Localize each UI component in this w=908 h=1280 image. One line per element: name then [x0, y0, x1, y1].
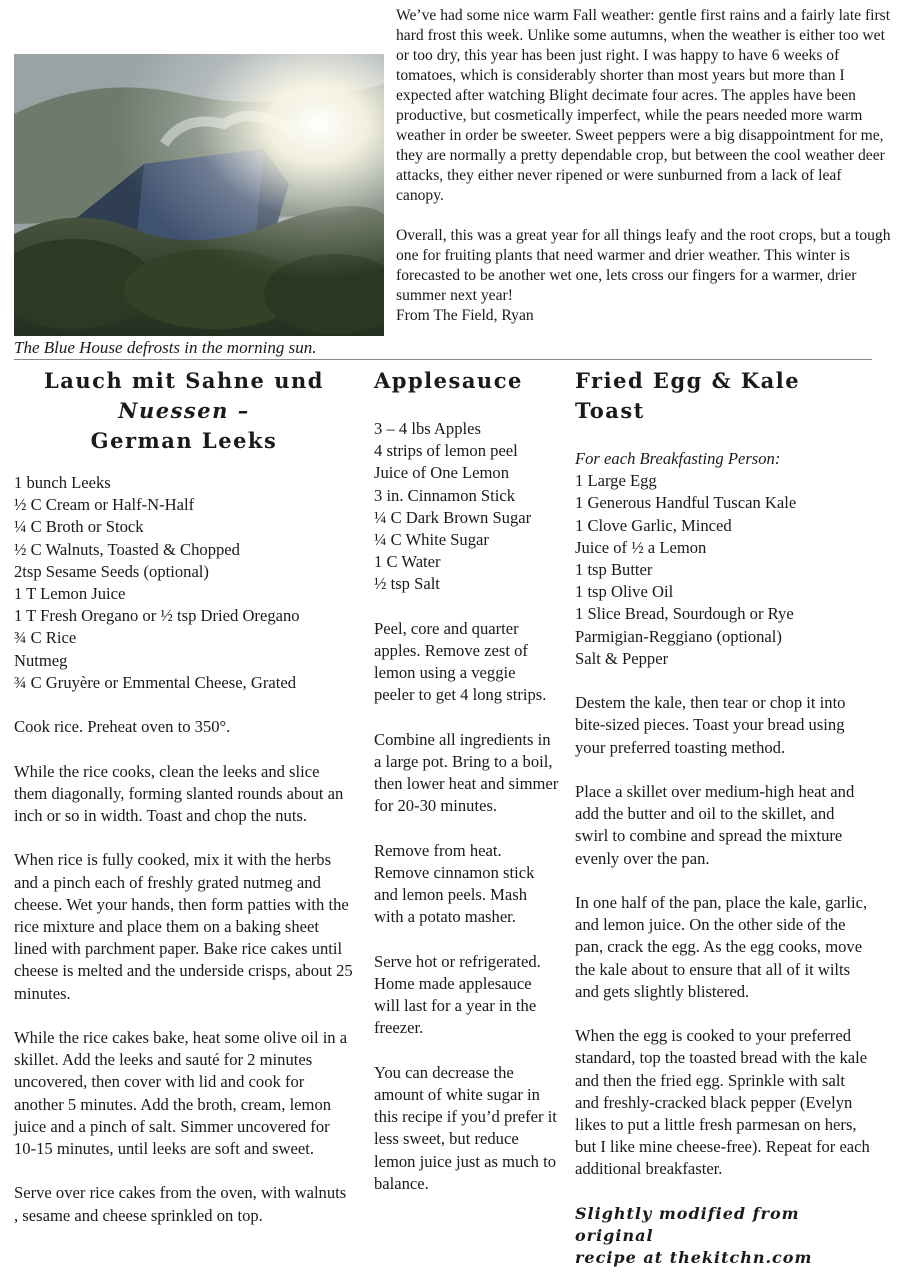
ingredient-item: ¼ C Broth or Stock: [14, 517, 144, 537]
ingredient-item: 1 tsp Olive Oil: [575, 582, 674, 602]
ingredient-item: 2tsp Sesame Seeds (optional): [14, 561, 209, 581]
recipe-step: Combine all ingredients in a large pot. Bring to a boil, then lower heat and simmer for 20-30 minutes.: [374, 729, 559, 816]
ingredient-item: Parmigian-Reggiano (optional): [575, 626, 782, 646]
recipe-step: Peel, core and quarter apples. Remove zest of lemon using a veggie peeler to get 4 long strips.: [374, 618, 547, 705]
recipe-step: Remove from heat. Remove cinnamon stick and lemon peels. Mash with a potato masher.: [374, 840, 535, 927]
recipe-step: Serve hot or refrigerated. Home made applesauce will last for a year in the freezer.: [374, 951, 541, 1038]
ingredient-item: ½ C Walnuts, Toasted & Chopped: [14, 539, 240, 559]
ingredient-item: 1 C Water: [374, 552, 441, 572]
ingredient-item: ¼ C White Sugar: [374, 530, 489, 550]
recipe-step: While the rice cooks, clean the leeks and slice them diagonally, forming slanted rounds about an inch or so in width. Toast and chop the nuts.: [14, 761, 344, 826]
ingredient-item: 1 tsp Butter: [575, 560, 653, 580]
recipe-title: [14, 366, 354, 456]
intro-signoff: From The Field, Ryan: [396, 307, 534, 324]
ingredient-item: 1 Clove Garlic, Minced: [575, 515, 732, 535]
recipe-applesauce: [374, 366, 560, 1217]
recipe-step: Cook rice. Preheat oven to 350°.: [14, 717, 231, 737]
ingredient-item: Juice of ½ a Lemon: [575, 537, 707, 557]
recipe-fried-egg-kale-toast: [575, 366, 871, 1269]
photo-caption: The Blue House defrosts in the morning sun.: [14, 338, 317, 357]
ingredient-item: 4 strips of lemon peel: [374, 441, 518, 461]
recipe-title-line: Lauch mit Sahne und: [44, 368, 324, 393]
recipe-title: Applesauce: [374, 368, 523, 393]
serving-note: For each Breakfasting Person:: [575, 449, 781, 468]
recipe-step: You can decrease the amount of white sugar in this recipe if you’d prefer it less sweet, but reduce lemon juice just as much to balance.: [374, 1062, 557, 1193]
recipe-credit-line: Slightly modified from original: [575, 1203, 800, 1245]
recipe-title-line: German Leeks: [90, 428, 278, 453]
recipe-title-line: Nuessen –: [118, 398, 250, 423]
intro-letter: [396, 6, 892, 326]
recipe-step: Place a skillet over medium-high heat and add the butter and oil to the skillet, and swirl to combine and spread the mixture evenly over the pan.: [575, 782, 855, 868]
blue-house-photo: [14, 54, 384, 336]
section-divider: [14, 359, 872, 360]
recipe-step: In one half of the pan, place the kale, garlic, and lemon juice. On the other side of the pan, crack the egg. As the egg cooks, move the kale about to ensure that all of it wilts and gets slightly blistered.: [575, 893, 868, 1001]
ingredient-item: ½ C Cream or Half-N-Half: [14, 495, 195, 515]
ingredient-item: 1 Slice Bread, Sourdough or Rye: [575, 604, 794, 624]
recipe-step: While the rice cakes bake, heat some olive oil in a skillet. Add the leeks and sauté for 2 minutes uncovered, then cover with lid and cook for another 5 minutes. Add the broth, cream, lemon juice and a pinch of salt. Simmer uncovered for 10-15 minutes, until leeks are soft and sweet.: [14, 1028, 348, 1159]
recipe-step: When rice is fully cooked, mix it with the herbs and a pinch each of freshly grated nutmeg and cheese. Wet your hands, then form patties with the rice mixture and place them on a baking sheet lined with parchment paper. Bake rice cakes until cheese is melted and the underside crisps, about 25 minutes.: [14, 850, 353, 1003]
ingredient-item: ¼ C Dark Brown Sugar: [374, 507, 532, 527]
ingredient-item: ½ tsp Salt: [374, 574, 440, 594]
recipe-step: Serve over rice cakes from the oven, with walnuts , sesame and cheese sprinkled on top.: [14, 1183, 347, 1225]
ingredient-item: Salt & Pepper: [575, 648, 669, 668]
intro-paragraph: We’ve had some nice warm Fall weather: gentle first rains and a fairly late first hard frost this week. Unlike some autumns, when the weather is either too wet or too dry, this year has been just right. I was happy to have 6 weeks of tomatoes, which is considerably shorter than most years but more than I expected after watching Blight decimate four acres. The apples have been productive, but cosmetically imperfect, while the pears needed more warm weather in order be sweeter. Sweet peppers were a big disappointment for me, they are normally a pretty dependable crop, but between the cool weather deer attacks, they either never ripened or were sunburned from a lack of leaf canopy.: [396, 7, 891, 204]
recipe-german-leeks: [14, 366, 354, 1249]
recipe-title: Fried Egg & Kale Toast: [575, 368, 801, 423]
ingredient-item: 1 T Lemon Juice: [14, 584, 126, 604]
ingredient-item: 1 Generous Handful Tuscan Kale: [575, 493, 797, 513]
ingredient-item: ¾ C Gruyère or Emmental Cheese, Grated: [14, 672, 296, 692]
ingredient-item: ¾ C Rice: [14, 628, 77, 648]
ingredient-list: [374, 418, 560, 596]
ingredient-item: 1 T Fresh Oregano or ½ tsp Dried Oregano: [14, 606, 300, 626]
recipe-credit-line: recipe at thekitchn.com: [575, 1247, 813, 1267]
ingredient-item: Juice of One Lemon: [374, 463, 510, 483]
recipe-step: When the egg is cooked to your preferred standard, top the toasted bread with the kale and then the fried egg. Sprinkle with salt and freshly-cracked black pepper (Evelyn likes to put a little fresh parmesan on hers, but I like mine cheese-free). Repeat for each additional breakfaster.: [575, 1026, 870, 1179]
ingredient-item: 3 – 4 lbs Apples: [374, 419, 481, 438]
ingredient-list: [14, 472, 354, 694]
ingredient-item: 3 in. Cinnamon Stick: [374, 485, 516, 505]
intro-paragraph: Overall, this was a great year for all things leafy and the root crops, but a tough one for fruiting plants that need warmer and drier weather. This winter is forecasted to be another wet one, lets cross our fingers for a warmer, drier summer next year!: [396, 227, 891, 304]
ingredient-item: 1 bunch Leeks: [14, 473, 111, 492]
ingredient-item: 1 Large Egg: [575, 471, 657, 491]
ingredient-item: Nutmeg: [14, 650, 68, 670]
blue-house-illustration: [14, 54, 384, 336]
ingredient-list: [575, 448, 871, 670]
recipe-step: Destem the kale, then tear or chop it into bite-sized pieces. Toast your bread using your preferred toasting method.: [575, 693, 846, 757]
recipe-credit: [575, 1203, 871, 1269]
